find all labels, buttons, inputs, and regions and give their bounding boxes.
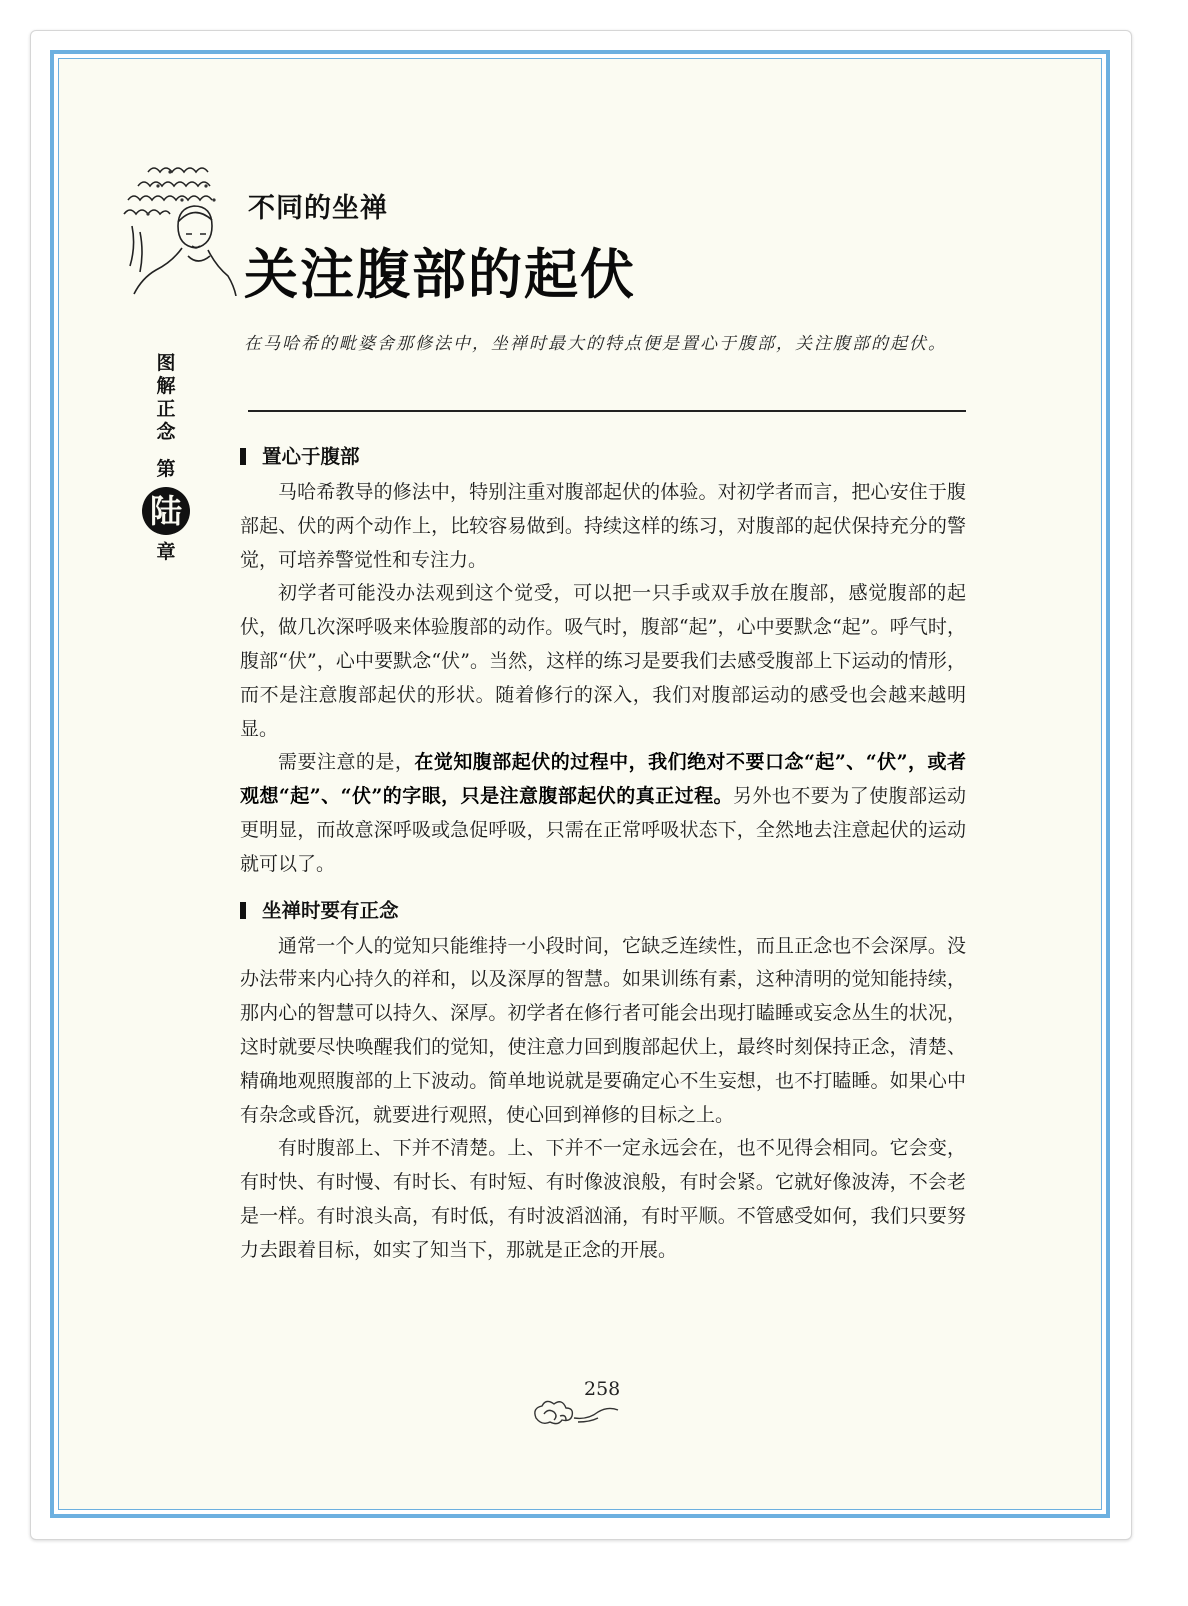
body-paragraph: 初学者可能没办法观到这个觉受，可以把一只手或双手放在腹部，感觉腹部的起伏，做几次深呼吸来体验腹部的动作。吸气时，腹部“起”，心中要默念“起”。呼气时，腹部“伏”，心中要默念“伏”。当然，这样的练习是要我们去感受腹部上下运动的情形，而不是注意腹部起伏的形状。随着修行的深入，我们对腹部运动的感受也会越来越明显。	[240, 582, 966, 740]
section-heading-text: 置心于腹部	[262, 445, 360, 468]
body-paragraph: 有时腹部上、下并不清楚。上、下并不一定永远会在，也不见得会相同。它会变，有时快、有时慢、有时长、有时短、有时像波浪般，有时会紧。它就好像波涛，不会老是一样。有时浪头高，有时低，有时波滔汹涌，有时平顺。不管感受如何，我们只要努力去跟着目标，如实了知当下，那就是正念的开展。	[240, 1137, 966, 1261]
series-char: 解	[156, 375, 176, 397]
page-title: 关注腹部的起伏	[244, 242, 636, 306]
heading-bar-icon	[240, 902, 246, 919]
section-tag: 不同的坐禅	[248, 193, 388, 224]
intro-paragraph: 在马哈希的毗婆舍那修法中，坐禅时最大的特点便是置心于腹部，关注腹部的起伏。	[244, 334, 947, 354]
book-series-label	[146, 352, 186, 444]
series-char: 念	[156, 421, 176, 443]
article-body	[240, 440, 966, 1268]
heading-bar-icon	[240, 448, 246, 465]
section-heading-text: 坐禅时要有正念	[262, 898, 399, 922]
meditator-illustration-icon	[118, 156, 238, 296]
divider-line	[248, 410, 966, 412]
chapter-suffix: 章	[156, 541, 176, 563]
body-paragraph: 马哈希教导的修法中，特别注重对腹部起伏的体验。对初学者而言，把心安住于腹部起、伏的两个动作上，比较容易做到。持续这样的练习，对腹部的起伏保持充分的警觉，可培养警觉性和专注力。	[240, 481, 966, 571]
paragraph-lead: 需要注意的是，	[278, 751, 415, 774]
series-char: 正	[156, 398, 176, 420]
chapter-prefix: 第	[156, 458, 176, 480]
section-heading	[240, 894, 966, 928]
cloud-ornament-icon	[530, 1396, 622, 1428]
series-char: 图	[156, 352, 176, 374]
paragraph-tail: 另外也不要为了使腹部运动更明显，而故意深呼吸或急促呼吸，只需在正常呼吸状态下，全然地去注意起伏的运动就可以了。	[240, 785, 966, 875]
side-chapter-label	[146, 352, 186, 564]
section-heading	[240, 440, 966, 474]
emphasis-text: 在觉知腹部起伏的过程中，我们绝对不要口念“起”、“伏”，或者观想“起”、“伏”的字眼，只是注意腹部起伏的真正过程。	[240, 751, 966, 808]
chapter-number-badge: 陆	[142, 487, 190, 535]
page-number: 258	[584, 1378, 621, 1400]
body-paragraph	[240, 746, 966, 881]
body-paragraph: 通常一个人的觉知只能维持一小段时间，它缺乏连续性，而且正念也不会深厚。没办法带来内心持久的祥和，以及深厚的智慧。如果训练有素，这种清明的觉知能持续，那内心的智慧可以持久、深厚。初学者在修行者可能会出现打瞌睡或妄念丛生的状况，这时就要尽快唤醒我们的觉知，使注意力回到腹部起伏上，最终时刻保持正念，清楚、精确地观照腹部的上下波动。简单地说就是要确定心不生妄想，也不打瞌睡。如果心中有杂念或昏沉，就要进行观照，使心回到禅修的目标之上。	[240, 934, 966, 1126]
